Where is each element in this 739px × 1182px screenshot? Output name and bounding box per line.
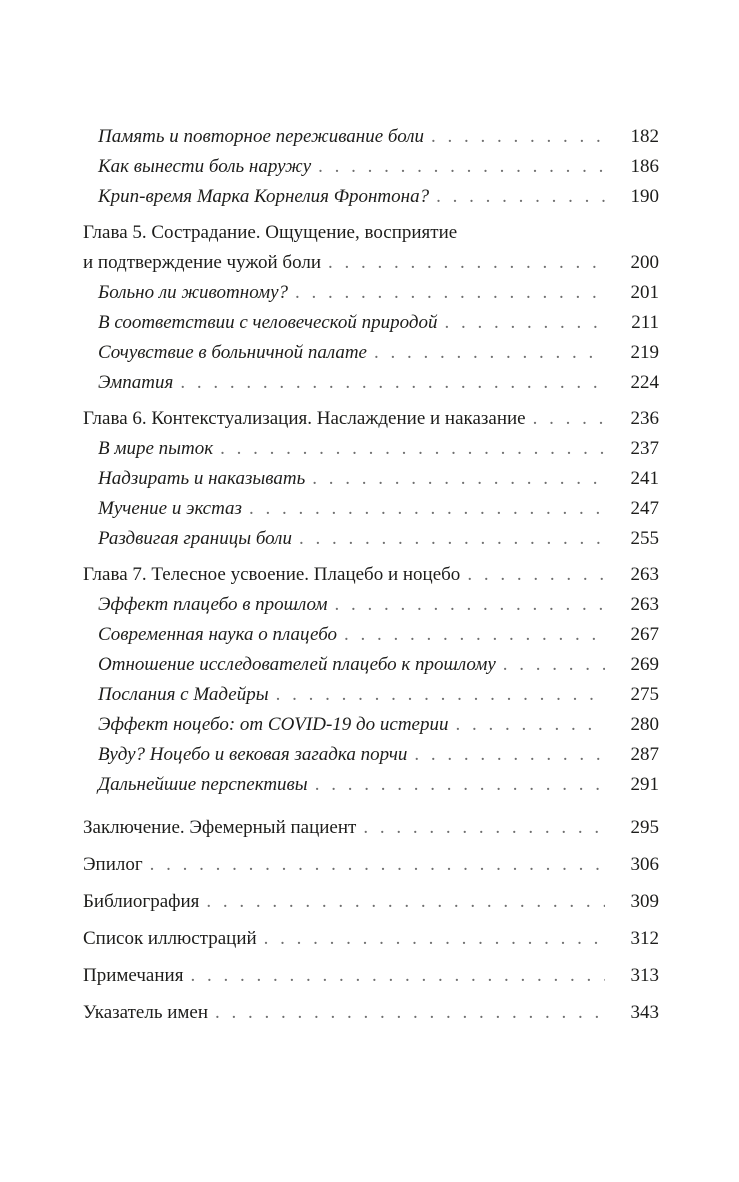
toc-page-number: 313 [630,965,659,986]
dot-leader [150,850,605,880]
toc-page-number: 309 [630,891,659,912]
toc-entry-title: Отношение исследователей плацебо к прошлому [98,654,496,675]
toc-page-number: 201 [630,282,659,303]
toc-entry-title: Память и повторное переживание боли [98,126,425,147]
toc-entry-line [98,590,659,620]
toc-page-number: 280 [630,714,659,735]
toc-entry [83,850,659,880]
toc-entry-title: Указатель имен [83,1002,209,1023]
toc-entry-title: Список иллюстраций [83,928,257,949]
dot-leader [312,464,605,494]
toc-entry [83,494,659,524]
dot-leader [264,924,605,954]
toc-page-number: 241 [630,468,659,489]
toc-entry [83,887,659,917]
toc-entry [83,620,659,650]
toc-page-number: 236 [630,408,659,429]
toc-entry [83,368,659,398]
dot-leader [206,887,605,917]
dot-leader [444,308,605,338]
toc-entry [83,182,659,212]
toc-entry-line [98,308,659,338]
dot-leader [334,590,605,620]
toc-entry [83,998,659,1028]
toc-entry-line [83,218,659,248]
dot-leader [363,813,605,843]
toc-entry-line [98,368,659,398]
toc-entry-title: В мире пыток [98,438,214,459]
toc-entry [83,404,659,434]
toc-page-number: 224 [630,372,659,393]
toc-entry [83,650,659,680]
toc-entry [83,278,659,308]
toc-entry [83,152,659,182]
toc-entry-title: Эффект плацебо в прошлом [98,594,328,615]
dot-leader [299,524,605,554]
toc-entry-line [98,338,659,368]
toc-entry-line [98,122,659,152]
toc-entry-line [98,650,659,680]
toc-page-number: 295 [630,817,659,838]
toc-entry-line [98,152,659,182]
toc-entry-title: Сочувствие в больничной палате [98,342,367,363]
dot-leader [215,998,605,1028]
toc-entry-line [98,710,659,740]
toc-page-number: 247 [630,498,659,519]
toc-entry-title: Как вынести боль наружу [98,156,312,177]
dot-leader [467,560,605,590]
toc-entry-line [83,924,659,954]
dot-leader [344,620,605,650]
dot-leader [190,961,605,991]
dot-leader [328,248,605,278]
toc-entry-title: Дальнейшие перспективы [98,774,308,795]
dot-leader [249,494,605,524]
toc-entry-line [98,464,659,494]
toc-entry-title: Надзирать и наказывать [98,468,306,489]
toc-entry [83,308,659,338]
toc-entry-line [83,850,659,880]
toc-entry [83,961,659,991]
toc-entry-title: Эффект ноцебо: от COVID-19 до истерии [98,714,449,735]
toc-page-number: 263 [630,594,659,615]
dot-leader [318,152,605,182]
toc-entry-title: Примечания [83,965,184,986]
dot-leader [315,770,605,800]
toc-entry-title: Крип-время Марка Корнелия Фронтона? [98,186,430,207]
toc-entry [83,560,659,590]
toc-entry-title: Эпилог [83,854,143,875]
toc-entry-title: Вуду? Ноцебо и вековая загадка порчи [98,744,408,765]
toc-page-number: 312 [630,928,659,949]
toc-entry-line [98,740,659,770]
toc-entry-line [83,404,659,434]
dot-leader [436,182,605,212]
toc-entry [83,680,659,710]
toc-entry [83,924,659,954]
toc-entry-line [98,278,659,308]
toc-page-number: 211 [631,312,659,333]
dot-leader [503,650,605,680]
toc-entry [83,434,659,464]
toc-entry-line [83,887,659,917]
toc-page-number: 275 [630,684,659,705]
toc-entry [83,218,659,278]
toc-entry-line [98,524,659,554]
toc-entry-line [98,182,659,212]
toc-page-number: 186 [630,156,659,177]
dot-leader [220,434,605,464]
toc-entry-line [98,680,659,710]
toc-entry [83,710,659,740]
toc-page-number: 237 [630,438,659,459]
toc-page-number: 190 [630,186,659,207]
toc-entry-line [98,434,659,464]
toc-entry [83,524,659,554]
toc-entry [83,464,659,494]
table-of-contents [83,122,659,1028]
toc-entry-line [83,813,659,843]
toc-entry-line [98,770,659,800]
toc-entry-title: Современная наука о плацебо [98,624,338,645]
toc-entry-title: Эмпатия [98,372,174,393]
toc-entry-line [83,560,659,590]
toc-page-number: 263 [630,564,659,585]
toc-entry-line [83,998,659,1028]
toc-entry [83,740,659,770]
toc-page-number: 343 [630,1002,659,1023]
toc-page-number: 291 [630,774,659,795]
toc-entry [83,813,659,843]
toc-page-number: 255 [630,528,659,549]
toc-entry-line [83,961,659,991]
dot-leader [295,278,605,308]
toc-entry-line [98,494,659,524]
toc-entry [83,770,659,800]
dot-leader [414,740,605,770]
toc-page-number: 287 [630,744,659,765]
dot-leader [276,680,605,710]
toc-page-number: 200 [630,252,659,273]
toc-entry-title: и подтверждение чужой боли [83,252,321,273]
toc-page-number: 267 [630,624,659,645]
dot-leader [180,368,605,398]
dot-leader [533,404,605,434]
dot-leader [455,710,605,740]
toc-entry-title: Глава 6. Контекстуализация. Наслаждение и наказание [83,408,526,429]
toc-entry-line [83,248,659,278]
toc-entry [83,338,659,368]
toc-page-number: 306 [630,854,659,875]
toc-entry [83,590,659,620]
toc-entry-title: Раздвигая границы боли [98,528,292,549]
toc-entry-title: Заключение. Эфемерный пациент [83,817,357,838]
toc-page-number: 182 [630,126,659,147]
toc-entry-title: Мучение и экстаз [98,498,242,519]
dot-leader [374,338,605,368]
toc-entry-line [98,620,659,650]
toc-entry-title: Глава 5. Сострадание. Ощущение, восприятие [83,222,458,243]
toc-entry [83,122,659,152]
dot-leader [431,122,605,152]
toc-page-number: 269 [630,654,659,675]
toc-entry-title: В соответствии с человеческой природой [98,312,438,333]
toc-entry-title: Глава 7. Телесное усвоение. Плацебо и ноцебо [83,564,461,585]
toc-page-number: 219 [630,342,659,363]
toc-entry-title: Послания с Мадейры [98,684,269,705]
toc-entry-title: Библиография [83,891,200,912]
toc-entry-title: Больно ли животному? [98,282,289,303]
